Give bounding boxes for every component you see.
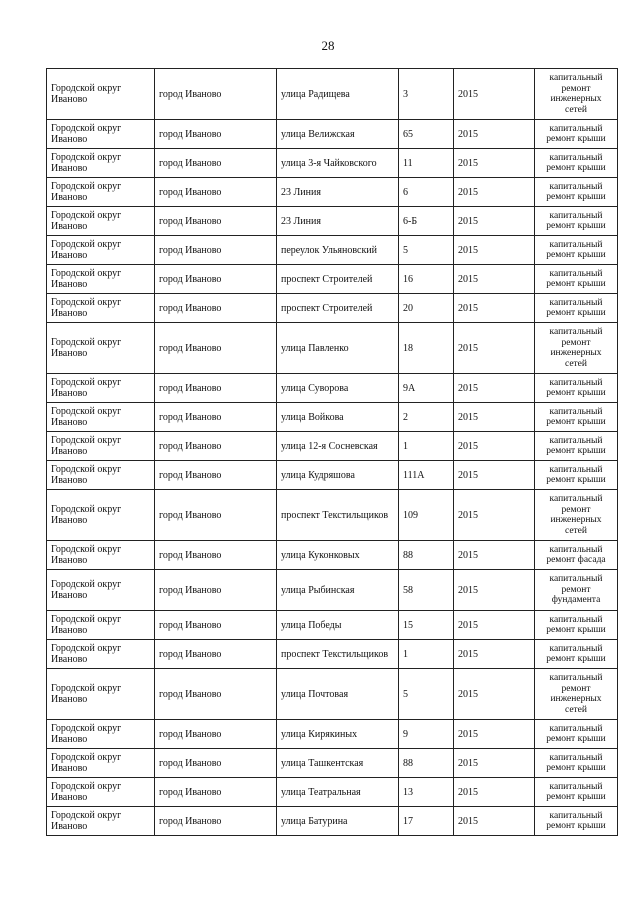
street-cell: улица Рыбинская	[277, 570, 399, 611]
house-cell: 6	[399, 178, 454, 207]
table-row	[47, 720, 618, 749]
work-type-cell: капитальный ремонт крыши	[535, 461, 618, 490]
year-cell: 2015	[454, 778, 535, 807]
district-cell: Городской округ Иваново	[47, 807, 155, 836]
district-cell: Городской округ Иваново	[47, 236, 155, 265]
year-cell: 2015	[454, 541, 535, 570]
street-cell: улица Победы	[277, 611, 399, 640]
year-cell: 2015	[454, 149, 535, 178]
work-type-cell: капитальный ремонт крыши	[535, 294, 618, 323]
year-cell: 2015	[454, 323, 535, 374]
district-cell: Городской округ Иваново	[47, 432, 155, 461]
work-type-cell: капитальный ремонт крыши	[535, 432, 618, 461]
district-cell: Городской округ Иваново	[47, 570, 155, 611]
house-cell: 2	[399, 403, 454, 432]
district-cell: Городской округ Иваново	[47, 461, 155, 490]
table-row	[47, 778, 618, 807]
house-cell: 6-Б	[399, 207, 454, 236]
street-cell: улица Театральная	[277, 778, 399, 807]
table-row	[47, 294, 618, 323]
work-type-cell: капитальный ремонт крыши	[535, 778, 618, 807]
street-cell: улица Войкова	[277, 403, 399, 432]
district-cell: Городской округ Иваново	[47, 749, 155, 778]
city-cell: город Иваново	[155, 778, 277, 807]
table-row	[47, 236, 618, 265]
city-cell: город Иваново	[155, 669, 277, 720]
house-cell: 88	[399, 541, 454, 570]
work-type-cell: капитальный ремонт крыши	[535, 403, 618, 432]
street-cell: улица Радищева	[277, 69, 399, 120]
street-cell: проспект Текстильщиков	[277, 640, 399, 669]
work-type-cell: капитальный ремонт крыши	[535, 236, 618, 265]
work-type-cell: капитальный ремонт крыши	[535, 807, 618, 836]
street-cell: проспект Строителей	[277, 294, 399, 323]
work-type-cell: капитальный ремонт инженерных сетей	[535, 69, 618, 120]
street-cell: улица Кудряшова	[277, 461, 399, 490]
district-cell: Городской округ Иваново	[47, 374, 155, 403]
city-cell: город Иваново	[155, 294, 277, 323]
street-cell: 23 Линия	[277, 207, 399, 236]
work-type-cell: капитальный ремонт крыши	[535, 178, 618, 207]
district-cell: Городской округ Иваново	[47, 490, 155, 541]
district-cell: Городской округ Иваново	[47, 611, 155, 640]
street-cell: улица Суворова	[277, 374, 399, 403]
street-cell: улица 3-я Чайковского	[277, 149, 399, 178]
house-cell: 20	[399, 294, 454, 323]
city-cell: город Иваново	[155, 265, 277, 294]
table-body	[47, 69, 618, 836]
table-row	[47, 461, 618, 490]
year-cell: 2015	[454, 570, 535, 611]
work-type-cell: капитальный ремонт крыши	[535, 207, 618, 236]
district-cell: Городской округ Иваново	[47, 207, 155, 236]
district-cell: Городской округ Иваново	[47, 720, 155, 749]
year-cell: 2015	[454, 294, 535, 323]
street-cell: улица Кирякиных	[277, 720, 399, 749]
work-type-cell: капитальный ремонт крыши	[535, 374, 618, 403]
house-cell: 1	[399, 640, 454, 669]
table-row	[47, 265, 618, 294]
year-cell: 2015	[454, 69, 535, 120]
table-row	[47, 749, 618, 778]
table-row	[47, 323, 618, 374]
work-type-cell: капитальный ремонт крыши	[535, 149, 618, 178]
year-cell: 2015	[454, 720, 535, 749]
street-cell: переулок Ульяновский	[277, 236, 399, 265]
year-cell: 2015	[454, 490, 535, 541]
district-cell: Городской округ Иваново	[47, 120, 155, 149]
house-cell: 9А	[399, 374, 454, 403]
year-cell: 2015	[454, 640, 535, 669]
street-cell: 23 Линия	[277, 178, 399, 207]
table-row	[47, 432, 618, 461]
work-type-cell: капитальный ремонт крыши	[535, 720, 618, 749]
repair-registry-table	[46, 68, 618, 836]
year-cell: 2015	[454, 178, 535, 207]
city-cell: город Иваново	[155, 611, 277, 640]
table-row	[47, 120, 618, 149]
city-cell: город Иваново	[155, 120, 277, 149]
work-type-cell: капитальный ремонт крыши	[535, 640, 618, 669]
street-cell: улица Ташкентская	[277, 749, 399, 778]
table-row	[47, 374, 618, 403]
street-cell: улица Павленко	[277, 323, 399, 374]
year-cell: 2015	[454, 432, 535, 461]
district-cell: Городской округ Иваново	[47, 669, 155, 720]
city-cell: город Иваново	[155, 461, 277, 490]
house-cell: 58	[399, 570, 454, 611]
city-cell: город Иваново	[155, 149, 277, 178]
house-cell: 5	[399, 669, 454, 720]
city-cell: город Иваново	[155, 69, 277, 120]
house-cell: 15	[399, 611, 454, 640]
district-cell: Городской округ Иваново	[47, 778, 155, 807]
work-type-cell: капитальный ремонт фасада	[535, 541, 618, 570]
city-cell: город Иваново	[155, 236, 277, 265]
year-cell: 2015	[454, 611, 535, 640]
table-row	[47, 807, 618, 836]
work-type-cell: капитальный ремонт инженерных сетей	[535, 490, 618, 541]
table-row	[47, 640, 618, 669]
city-cell: город Иваново	[155, 720, 277, 749]
district-cell: Городской округ Иваново	[47, 178, 155, 207]
year-cell: 2015	[454, 207, 535, 236]
house-cell: 65	[399, 120, 454, 149]
city-cell: город Иваново	[155, 323, 277, 374]
city-cell: город Иваново	[155, 541, 277, 570]
district-cell: Городской округ Иваново	[47, 69, 155, 120]
city-cell: город Иваново	[155, 178, 277, 207]
house-cell: 9	[399, 720, 454, 749]
street-cell: улица Почтовая	[277, 669, 399, 720]
street-cell: улица Куконковых	[277, 541, 399, 570]
city-cell: город Иваново	[155, 640, 277, 669]
house-cell: 5	[399, 236, 454, 265]
city-cell: город Иваново	[155, 570, 277, 611]
table-row	[47, 403, 618, 432]
table-row	[47, 611, 618, 640]
year-cell: 2015	[454, 807, 535, 836]
city-cell: город Иваново	[155, 749, 277, 778]
table-row	[47, 69, 618, 120]
work-type-cell: капитальный ремонт фундамента	[535, 570, 618, 611]
district-cell: Городской округ Иваново	[47, 640, 155, 669]
house-cell: 16	[399, 265, 454, 294]
district-cell: Городской округ Иваново	[47, 403, 155, 432]
table-row	[47, 541, 618, 570]
city-cell: город Иваново	[155, 207, 277, 236]
house-cell: 18	[399, 323, 454, 374]
city-cell: город Иваново	[155, 374, 277, 403]
table-row	[47, 669, 618, 720]
district-cell: Городской округ Иваново	[47, 294, 155, 323]
street-cell: улица Батурина	[277, 807, 399, 836]
city-cell: город Иваново	[155, 432, 277, 461]
house-cell: 17	[399, 807, 454, 836]
year-cell: 2015	[454, 374, 535, 403]
year-cell: 2015	[454, 236, 535, 265]
year-cell: 2015	[454, 265, 535, 294]
work-type-cell: капитальный ремонт крыши	[535, 265, 618, 294]
street-cell: проспект Текстильщиков	[277, 490, 399, 541]
page-number: 28	[321, 38, 335, 53]
city-cell: город Иваново	[155, 490, 277, 541]
house-cell: 111А	[399, 461, 454, 490]
year-cell: 2015	[454, 749, 535, 778]
table-row	[47, 570, 618, 611]
year-cell: 2015	[454, 669, 535, 720]
district-cell: Городской округ Иваново	[47, 323, 155, 374]
work-type-cell: капитальный ремонт крыши	[535, 749, 618, 778]
street-cell: улица 12-я Сосневская	[277, 432, 399, 461]
house-cell: 11	[399, 149, 454, 178]
district-cell: Городской округ Иваново	[47, 265, 155, 294]
table-row	[47, 490, 618, 541]
house-cell: 88	[399, 749, 454, 778]
work-type-cell: капитальный ремонт инженерных сетей	[535, 669, 618, 720]
house-cell: 3	[399, 69, 454, 120]
house-cell: 109	[399, 490, 454, 541]
work-type-cell: капитальный ремонт инженерных сетей	[535, 323, 618, 374]
table-row	[47, 207, 618, 236]
house-cell: 1	[399, 432, 454, 461]
street-cell: улица Велижская	[277, 120, 399, 149]
city-cell: город Иваново	[155, 403, 277, 432]
street-cell: проспект Строителей	[277, 265, 399, 294]
year-cell: 2015	[454, 461, 535, 490]
house-cell: 13	[399, 778, 454, 807]
work-type-cell: капитальный ремонт крыши	[535, 611, 618, 640]
table-row	[47, 149, 618, 178]
table-row	[47, 178, 618, 207]
work-type-cell: капитальный ремонт крыши	[535, 120, 618, 149]
year-cell: 2015	[454, 403, 535, 432]
district-cell: Городской округ Иваново	[47, 541, 155, 570]
city-cell: город Иваново	[155, 807, 277, 836]
year-cell: 2015	[454, 120, 535, 149]
district-cell: Городской округ Иваново	[47, 149, 155, 178]
